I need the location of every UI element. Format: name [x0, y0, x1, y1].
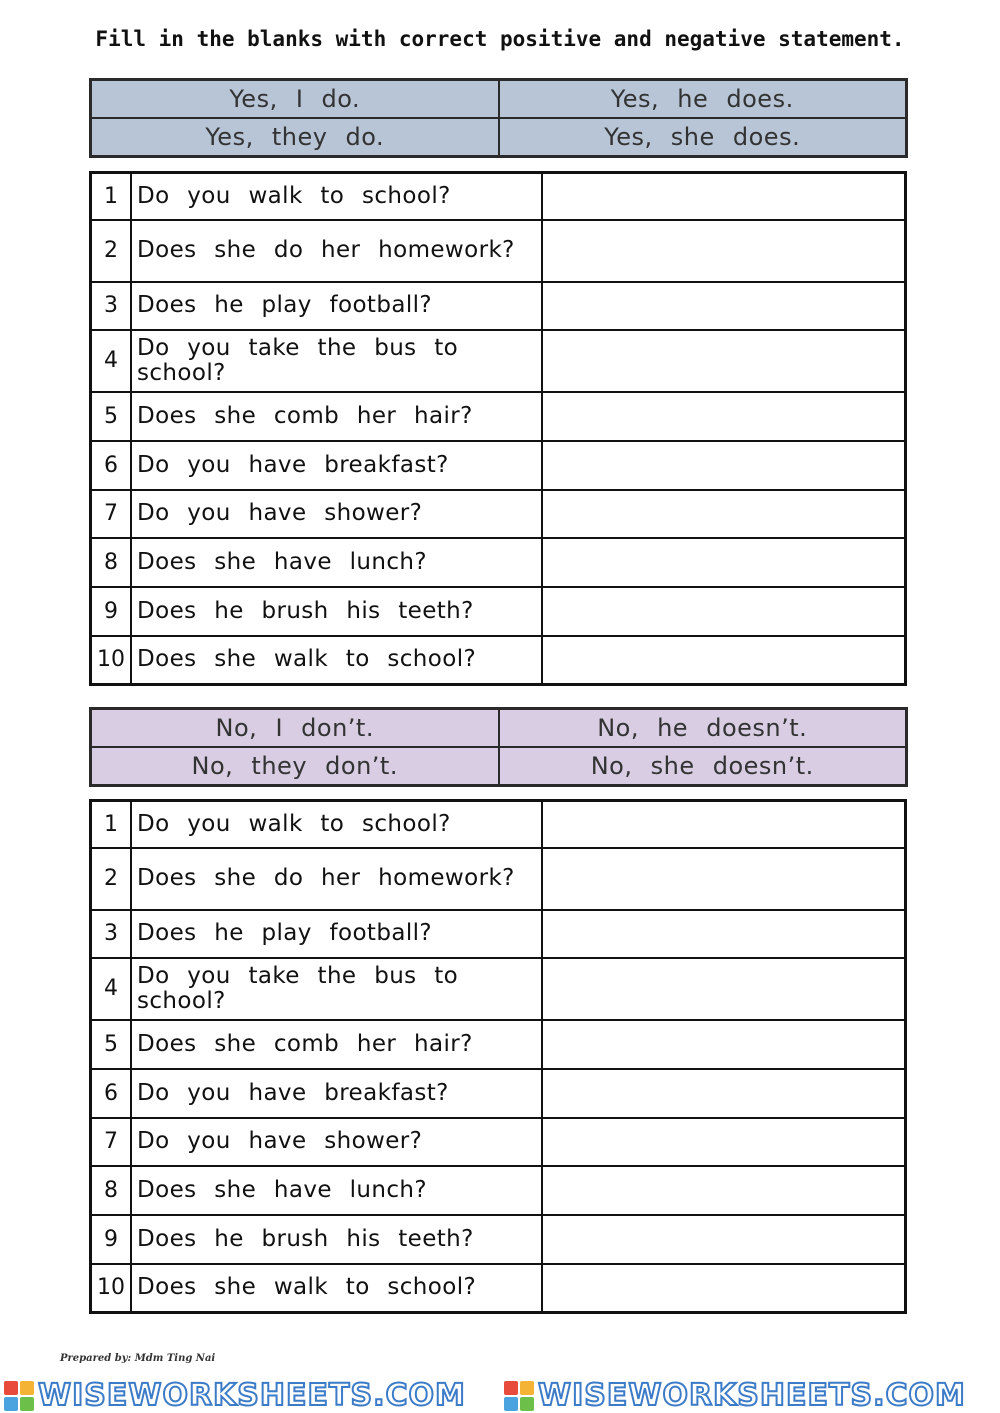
answer-blank[interactable] — [542, 636, 906, 685]
question-row — [91, 490, 906, 538]
question-row — [91, 1166, 906, 1215]
question-number: 5 — [91, 1020, 132, 1069]
question-text: Does she comb her hair? — [131, 1020, 542, 1069]
question-text: Do you have breakfast? — [131, 441, 542, 490]
logo-square — [20, 1381, 34, 1395]
answer-blank[interactable] — [542, 1020, 906, 1069]
negative-answer-key — [89, 707, 908, 787]
question-text: Does she have lunch? — [131, 538, 542, 587]
logo-square — [4, 1381, 18, 1395]
question-number: 8 — [91, 538, 132, 587]
question-text: Does she comb her hair? — [131, 392, 542, 441]
question-row — [91, 392, 906, 441]
question-row — [91, 173, 906, 220]
question-text: Do you take the bus to school? — [131, 958, 542, 1020]
question-number: 1 — [91, 173, 132, 220]
answer-blank[interactable] — [542, 1166, 906, 1215]
question-row — [91, 801, 906, 848]
answer-blank[interactable] — [542, 392, 906, 441]
answer-blank[interactable] — [542, 173, 906, 220]
question-number: 10 — [91, 636, 132, 685]
question-text: Does he brush his teeth? — [131, 1215, 542, 1264]
worksheet-title: Fill in the blanks with correct positive and negative statement. — [95, 27, 905, 51]
question-number: 4 — [91, 958, 132, 1020]
answer-blank[interactable] — [542, 801, 906, 848]
question-row — [91, 220, 906, 282]
question-number: 8 — [91, 1166, 132, 1215]
question-number: 1 — [91, 801, 132, 848]
question-row — [91, 330, 906, 392]
key-row — [91, 747, 907, 786]
brand-logo-icon — [504, 1381, 534, 1411]
answer-blank[interactable] — [542, 958, 906, 1020]
question-number: 2 — [91, 220, 132, 282]
brand-mark — [4, 1378, 466, 1413]
brand-mark — [504, 1378, 966, 1413]
negative-questions-table — [89, 799, 907, 1314]
question-text: Does he play football? — [131, 282, 542, 330]
brand-logo-icon — [4, 1381, 34, 1411]
question-text: Do you have shower? — [131, 1118, 542, 1166]
answer-blank[interactable] — [542, 587, 906, 636]
answer-blank[interactable] — [542, 538, 906, 587]
question-row — [91, 587, 906, 636]
question-number: 2 — [91, 848, 132, 910]
question-number: 9 — [91, 1215, 132, 1264]
key-cell: No, she doesn’t. — [499, 747, 907, 786]
positive-answer-key — [89, 78, 908, 158]
brand-name: WISEWORKSHEETS.COM — [38, 1378, 466, 1413]
question-number: 7 — [91, 490, 132, 538]
question-text: Does she walk to school? — [131, 636, 542, 685]
question-text: Do you walk to school? — [131, 173, 542, 220]
question-row — [91, 848, 906, 910]
key-row — [91, 709, 907, 748]
question-text: Do you have shower? — [131, 490, 542, 538]
answer-blank[interactable] — [542, 220, 906, 282]
positive-questions-table — [89, 171, 907, 686]
question-text: Does she do her homework? — [131, 220, 542, 282]
question-number: 6 — [91, 441, 132, 490]
key-cell: No, he doesn’t. — [499, 709, 907, 748]
question-text: Do you have breakfast? — [131, 1069, 542, 1118]
logo-square — [520, 1381, 534, 1395]
answer-blank[interactable] — [542, 1215, 906, 1264]
logo-square — [504, 1397, 518, 1411]
question-row — [91, 282, 906, 330]
question-text: Does he play football? — [131, 910, 542, 958]
key-cell: Yes, they do. — [91, 118, 499, 157]
logo-square — [520, 1397, 534, 1411]
question-text: Does she do her homework? — [131, 848, 542, 910]
question-row — [91, 1118, 906, 1166]
author-credit: Prepared by: Mdm Ting Nai — [60, 1353, 216, 1364]
question-row — [91, 636, 906, 685]
logo-square — [20, 1397, 34, 1411]
answer-blank[interactable] — [542, 1264, 906, 1313]
key-cell: Yes, she does. — [499, 118, 907, 157]
key-row — [91, 80, 907, 119]
key-cell: No, I don’t. — [91, 709, 499, 748]
question-row — [91, 1020, 906, 1069]
question-row — [91, 538, 906, 587]
question-row — [91, 1069, 906, 1118]
question-number: 10 — [91, 1264, 132, 1313]
answer-blank[interactable] — [542, 282, 906, 330]
question-number: 9 — [91, 587, 132, 636]
answer-blank[interactable] — [542, 490, 906, 538]
question-number: 5 — [91, 392, 132, 441]
answer-blank[interactable] — [542, 330, 906, 392]
logo-square — [504, 1381, 518, 1395]
answer-blank[interactable] — [542, 1069, 906, 1118]
question-row — [91, 958, 906, 1020]
key-cell: No, they don’t. — [91, 747, 499, 786]
question-number: 6 — [91, 1069, 132, 1118]
question-row — [91, 910, 906, 958]
answer-blank[interactable] — [542, 1118, 906, 1166]
key-cell: Yes, I do. — [91, 80, 499, 119]
answer-blank[interactable] — [542, 848, 906, 910]
brand-name: WISEWORKSHEETS.COM — [538, 1378, 966, 1413]
key-row — [91, 118, 907, 157]
question-text: Do you walk to school? — [131, 801, 542, 848]
question-number: 4 — [91, 330, 132, 392]
logo-square — [4, 1397, 18, 1411]
question-row — [91, 1215, 906, 1264]
question-number: 3 — [91, 282, 132, 330]
question-row — [91, 1264, 906, 1313]
question-text: Does she have lunch? — [131, 1166, 542, 1215]
question-number: 7 — [91, 1118, 132, 1166]
key-cell: Yes, he does. — [499, 80, 907, 119]
answer-blank[interactable] — [542, 441, 906, 490]
question-text: Does he brush his teeth? — [131, 587, 542, 636]
question-text: Do you take the bus to school? — [131, 330, 542, 392]
answer-blank[interactable] — [542, 910, 906, 958]
question-text: Does she walk to school? — [131, 1264, 542, 1313]
question-number: 3 — [91, 910, 132, 958]
footer-brand-strip — [0, 1378, 1000, 1413]
question-row — [91, 441, 906, 490]
